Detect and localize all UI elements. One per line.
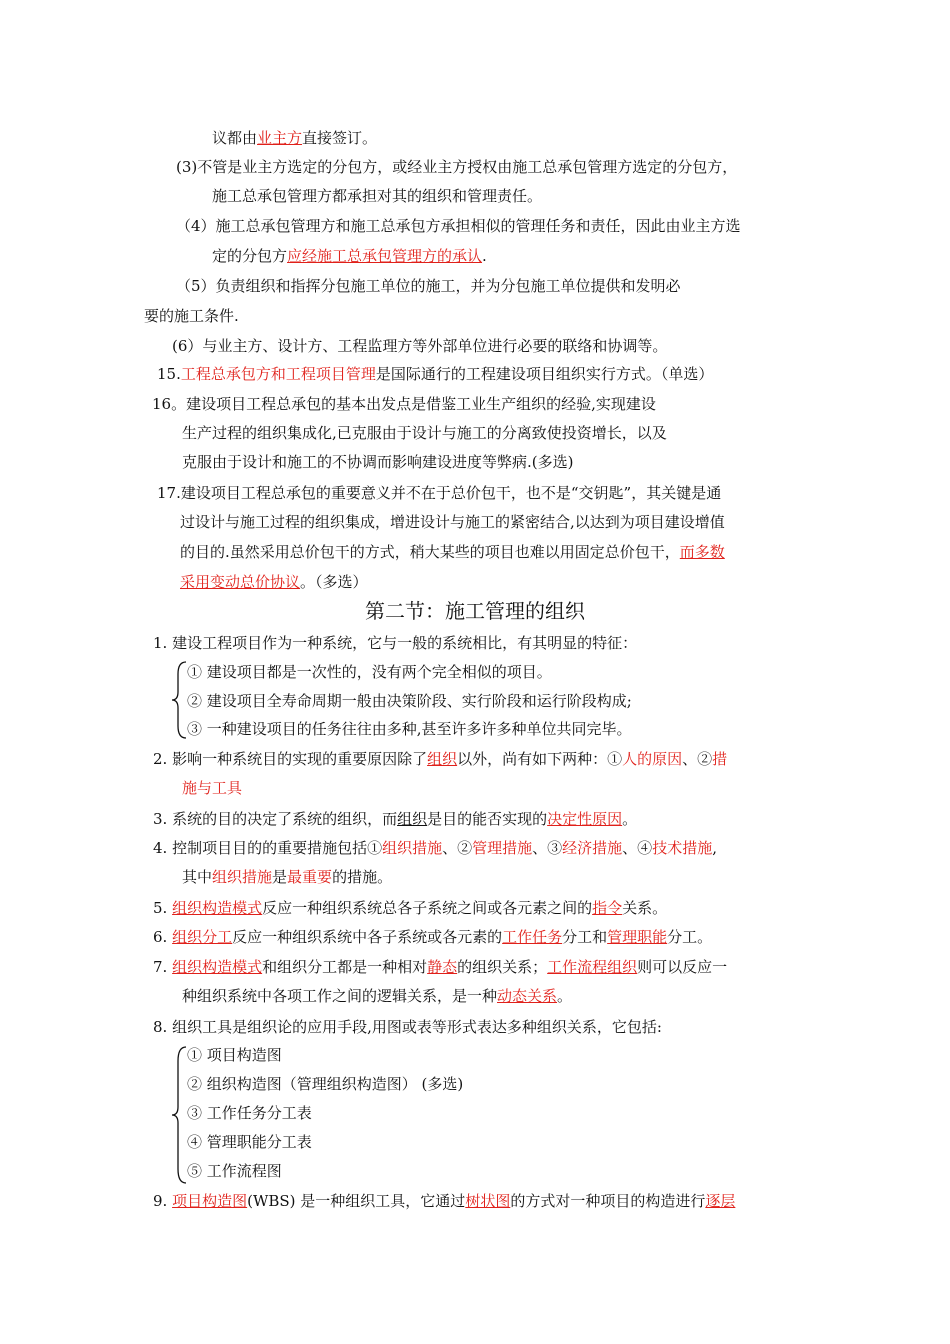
text-line (144, 306, 239, 326)
text-run: 5. (153, 899, 173, 917)
highlight-run: 施与工具 (182, 779, 243, 797)
text-run: 是国际通行的工程建设项目组织实行方式。（单选） (375, 365, 714, 383)
text-run: 其中 (182, 868, 213, 886)
text-line (153, 809, 637, 829)
highlight-run: 人的原因 (622, 750, 683, 768)
text-run: 、② (682, 750, 713, 768)
highlight-run: 静态 (427, 958, 458, 976)
text-run: 2. 影响一种系统目的实现的重要原因除了 (153, 750, 428, 768)
text-run: ① 项目构造图 (187, 1046, 282, 1064)
text-run: 。 (622, 810, 638, 828)
text-run: (WBS) 是一种组织工具，它通过 (247, 1192, 466, 1210)
text-line (187, 691, 632, 711)
text-run: 、③ (532, 839, 563, 857)
text-line (187, 1103, 312, 1123)
highlight-run: 组织构造模式 (172, 958, 263, 976)
text-run: 9. (153, 1192, 173, 1210)
highlight-run: 工作任务 (502, 928, 563, 946)
highlight-run: 业主方 (257, 129, 303, 147)
text-run: 克服由于设计和施工的不协调而影响建设进度等弊病.(多选) (182, 453, 574, 471)
text-run: 1. 建设工程项目作为一种系统，它与一般的系统相比，有其明显的特征： (153, 634, 638, 652)
text-run: 的措施。 (332, 868, 393, 886)
highlight-run: 树状图 (465, 1192, 511, 1210)
text-run: ③ 工作任务分工表 (187, 1104, 312, 1122)
text-line (187, 719, 632, 739)
brace-list-1 (170, 660, 190, 740)
text-run: 17.建设项目工程总承包的重要意义并不在于总价包干，也不是“交钥匙”，其关键是通 (157, 484, 722, 502)
highlight-run: 组织构造模式 (172, 899, 263, 917)
highlight-run: 组织措施 (382, 839, 443, 857)
text-run: 种组织系统中各项工作之间的逻辑关系，是一种 (182, 987, 498, 1005)
text-run: 4. 控制项目目的的重要措施包括① (153, 839, 383, 857)
text-run: 反应一种组织系统中各子系统或各元素的 (232, 928, 503, 946)
text-run: ② 建设项目全寿命周期一般由决策阶段、实行阶段和运行阶段构成; (187, 692, 632, 710)
text-line (187, 1161, 282, 1181)
text-line (187, 1045, 282, 1065)
text-line (153, 633, 637, 653)
text-run: 、④ (622, 839, 653, 857)
text-run: 以外，尚有如下两种：① (457, 750, 623, 768)
text-run: 议都由 (212, 129, 258, 147)
text-run: （5）负责组织和指挥分包施工单位的施工，并为分包施工单位提供和发明必 (176, 277, 681, 295)
highlight-run: 措 (712, 750, 728, 768)
text-line (212, 186, 542, 206)
text-line (157, 483, 721, 503)
highlight-run: 最重要 (287, 868, 333, 886)
text-line (180, 512, 725, 532)
text-run: 16。建设项目工程总承包的基本出发点是借鉴工业生产组织的经验,实现建设 (152, 395, 656, 413)
highlight-run: 决定性原因 (547, 810, 623, 828)
text-line (182, 986, 572, 1006)
text-line (180, 542, 725, 562)
text-run: 的方式对一种项目的构造进行 (510, 1192, 706, 1210)
text-run: 7. (153, 958, 173, 976)
text-run: 是 (272, 868, 288, 886)
text-run: 关系。 (622, 899, 668, 917)
highlight-run: 经济措施 (562, 839, 623, 857)
text-line (152, 394, 656, 414)
text-line (182, 423, 667, 443)
text-run: 、② (442, 839, 473, 857)
highlight-run: 管理职能 (607, 928, 668, 946)
text-run: 6. (153, 928, 173, 946)
highlight-run: 技术措施 (652, 839, 713, 857)
text-line (153, 957, 727, 977)
highlight-run: 组织措施 (212, 868, 273, 886)
text-run: ⑤ 工作流程图 (187, 1162, 282, 1180)
text-run: 直接签订。 (302, 129, 378, 147)
text-line (182, 452, 573, 472)
highlight-run: 而多数 (679, 543, 725, 561)
text-run: 15. (157, 365, 181, 383)
text-run: 则可以反应一 (637, 958, 728, 976)
text-run: 3. 系统的目的决定了系统的组织，而 (153, 810, 398, 828)
section-heading: 第二节：施工管理的组织 (365, 599, 585, 623)
text-run: , (712, 839, 717, 857)
text-line (157, 364, 713, 384)
text-run: （4）施工总承包管理方和施工总承包方承担相似的管理任务和责任，因此由业主方选 (176, 217, 741, 235)
text-run: 。 (557, 987, 573, 1005)
text-run: ② 组织构造图（管理组织构造图） (多选) (187, 1075, 464, 1093)
text-line (182, 867, 392, 887)
text-line (153, 1017, 662, 1037)
text-line (180, 572, 368, 592)
text-run: 定的分包方 (212, 247, 288, 265)
highlight-run: 组织分工 (172, 928, 233, 946)
text-run: 。（多选） (300, 573, 368, 591)
highlight-run: 工作流程组织 (547, 958, 638, 976)
text-run: 生产过程的组织集成化,已克服由于设计与施工的分离致使投资增长，以及 (182, 424, 667, 442)
text-run: (6）与业主方、设计方、工程监理方等外部单位进行必要的联络和协调等。 (172, 337, 668, 355)
text-line (212, 128, 377, 148)
text-line (176, 216, 741, 236)
text-run: 是目的能否实现的 (427, 810, 548, 828)
text-line (212, 246, 487, 266)
highlight-run: 动态关系 (497, 987, 558, 1005)
text-line (153, 898, 667, 918)
text-run: 反应一种组织系统总各子系统之间或各元素之间的 (262, 899, 593, 917)
text-run: 过设计与施工过程的组织集成，增进设计与施工的紧密结合,以达到为项目建设增值 (180, 513, 725, 531)
brace-list-2 (170, 1045, 190, 1185)
text-run: (3)不管是业主方选定的分包方，或经业主方授权由施工总承包管理方选定的分包方， (176, 158, 738, 176)
text-line (187, 662, 552, 682)
text-run: 的组织关系； (457, 958, 548, 976)
highlight-run: 组织 (427, 750, 458, 768)
highlight-run: 工程总承包方和工程项目管理 (180, 365, 376, 383)
text-run: 分工和 (562, 928, 608, 946)
text-run: . (482, 247, 487, 265)
highlight-run: 应经施工总承包管理方的承认 (287, 247, 483, 265)
highlight-run: 组织 (397, 810, 428, 828)
text-run: 和组织分工都是一种相对 (262, 958, 428, 976)
text-line (176, 276, 681, 296)
text-run: 8. 组织工具是组织论的应用手段,用图或表等形式表达多种组织关系，它包括: (153, 1018, 662, 1036)
text-run: 的目的.虽然采用总价包干的方式，稍大某些的项目也难以用固定总价包干， (180, 543, 680, 561)
text-run: ④ 管理职能分工表 (187, 1133, 312, 1151)
highlight-run: 项目构造图 (172, 1192, 248, 1210)
text-line (153, 1191, 735, 1211)
highlight-run: 逐层 (705, 1192, 736, 1210)
text-run: ① 建设项目都是一次性的，没有两个完全相似的项目。 (187, 663, 552, 681)
text-run: 施工总承包管理方都承担对其的组织和管理责任。 (212, 187, 543, 205)
text-line (176, 157, 737, 177)
text-line (153, 927, 712, 947)
highlight-run: 采用变动总价协议 (180, 573, 301, 591)
text-run: 要的施工条件. (144, 307, 239, 325)
text-run: 分工。 (667, 928, 713, 946)
highlight-run: 管理措施 (472, 839, 533, 857)
text-line (187, 1074, 463, 1094)
text-line (182, 778, 242, 798)
text-line (187, 1132, 312, 1152)
text-run: ③ 一种建设项目的任务往往由多种,甚至许多许多种单位共同完毕。 (187, 720, 632, 738)
text-line (172, 336, 667, 356)
highlight-run: 指令 (592, 899, 623, 917)
text-line (153, 749, 727, 769)
text-line (153, 838, 717, 858)
